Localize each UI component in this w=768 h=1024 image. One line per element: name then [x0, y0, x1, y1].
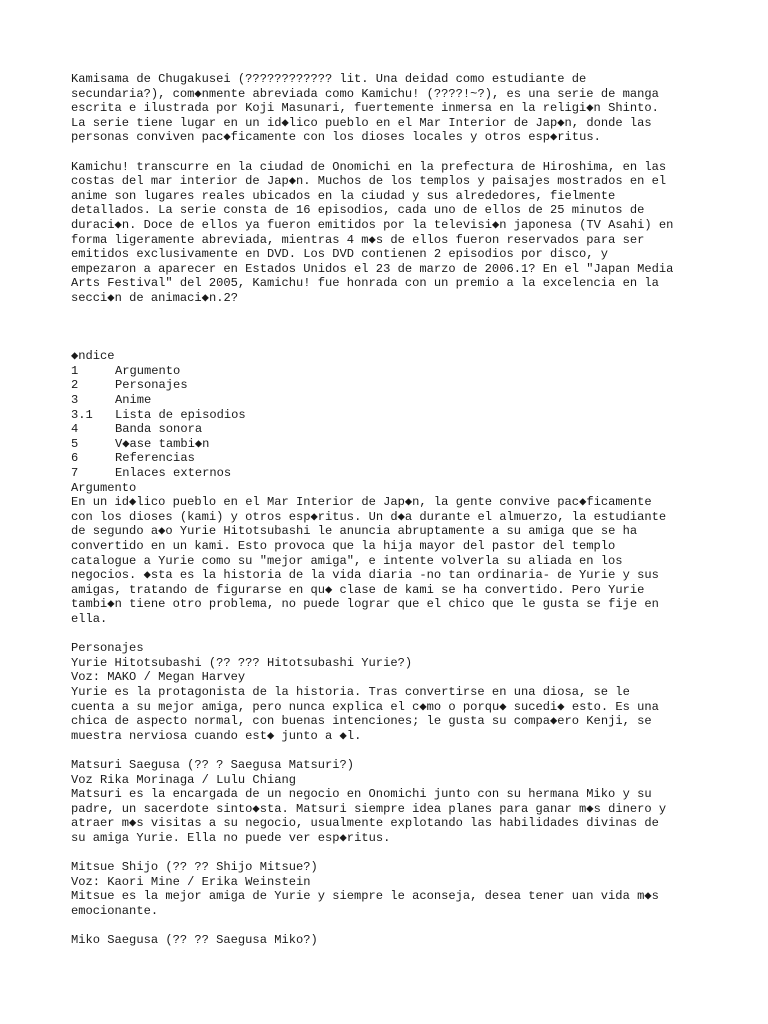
- spacer: [71, 335, 711, 350]
- toc-item[interactable]: [71, 437, 711, 452]
- intro-paragraph-1: Kamisama de Chugakusei (???????????? lit. Una deidad como estudiante de secundaria?), com◆nmente abreviada como Kamichu! (????!~?), es una serie de manga escrita e ilustrada por Koji Masunari, fuertemente inmersa en la religi◆n Shinto. La serie tiene lugar en un id◆lico pueblo en el Mar Interior de Jap◆n, donde las personas conviven pac◆ficamente con los dioses locales y otros esp◆ritus.: [71, 72, 659, 145]
- character-name: Mitsue Shijo (?? ?? Shijo Mitsue?): [71, 860, 318, 875]
- toc-item[interactable]: [71, 466, 711, 481]
- spacer: [71, 145, 711, 160]
- character-description: Yurie es la protagonista de la historia. Tras convertirse en una diosa, se le cuenta a su mejor amiga, pero nunca explica el c◆mo o porqu◆ sucedi◆ esto. Es una chica de aspecto normal, con buenas intenciones; le gusta su compa◆ero Kenji, se muestra nerviosa cuando est◆ junto a ◆l.: [71, 684, 659, 743]
- section-heading: Personajes: [71, 641, 144, 656]
- character-voice: Voz Rika Morinaga / Lulu Chiang: [71, 772, 296, 787]
- spacer: [71, 845, 711, 860]
- character-description: Matsuri es la encargada de un negocio en Onomichi junto con su hermana Miko y su padre, un sacerdote sinto◆sta. Matsuri siempre idea planes para ganar m◆s dinero y atraer m◆s visitas a su negocio, usualmente explotando las habilidades divinas de su amiga Yurie. Ella no puede ver esp◆ritus.: [71, 787, 667, 845]
- table-of-contents: [71, 349, 711, 480]
- section-paragraph: En un id◆lico pueblo en el Mar Interior de Jap◆n, la gente convive pac◆ficamente con los dioses (kami) y otros esp◆ritus. Un d◆a durante el almuerzo, la estudiante de segundo a◆o Yurie Hitotsubashi le anuncia abruptamente a su amiga que se ha convertido en un kami. Esto provoca que la hija mayor del pastor del templo catalogue a Yurie como su "mejor amiga", e intente volverla su aliada en los negocios. ◆sta es la historia de la vida diaria -no tan ordinaria- de Yurie y sus amigas, tratando de figurarse en qu◆ clase de kami se ha convertido. Pero Yurie tambi◆n tiene otro problema, no puede lograr que el chico que le gusta se fije en ella.: [71, 495, 667, 626]
- toc-title: ◆ndice: [71, 349, 115, 364]
- toc-item-number: 4: [71, 422, 79, 437]
- toc-item[interactable]: [71, 408, 711, 423]
- toc-item-label: Anime: [115, 393, 152, 408]
- toc-item-label: V◆ase tambi◆n: [115, 436, 210, 451]
- spacer: [71, 627, 711, 642]
- toc-item[interactable]: [71, 451, 711, 466]
- toc-item-label: Argumento: [115, 363, 181, 378]
- character-name: Miko Saegusa (?? ?? Saegusa Miko?): [71, 933, 318, 948]
- character-description: Mitsue es la mejor amiga de Yurie y siempre le aconseja, desea tener uan vida m◆s emocionante.: [71, 889, 659, 918]
- toc-item-number: 7: [71, 466, 79, 481]
- section-argumento: [71, 481, 711, 627]
- toc-item-label: Personajes: [115, 378, 188, 393]
- character-name: Matsuri Saegusa (?? ? Saegusa Matsuri?): [71, 757, 355, 772]
- intro-paragraph-2: Kamichu! transcurre en la ciudad de Onomichi en la prefectura de Hiroshima, en las costas del mar interior de Jap◆n. Muchos de los templos y paisajes mostrados en el anime son lugares reales ubicados en la ciudad y sus alrededores, fielmente detallados. La serie consta de 16 episodios, cada uno de ellos de 25 minutos de duraci◆n. Doce de ellos ya fueron emitidos por la televisi◆n japonesa (TV Asahi) en forma ligeramente abreviada, mientras 4 m◆s de ellos fueron reservados para ser emitidos exclusivamente en DVD. Los DVD contienen 2 episodios por disco, y empezaron a aparecer en Estados Unidos el 23 de marzo de 2006.1? En el "Japan Media Arts Festival" del 2005, Kamichu! fue honrada con un premio a la excelencia en la secci◆n de animaci◆n.2?: [71, 159, 674, 305]
- toc-item-number: 5: [71, 436, 79, 451]
- toc-item-number: 3: [71, 393, 79, 408]
- toc-item-number: 1: [71, 363, 79, 378]
- toc-item-number: 2: [71, 378, 79, 393]
- toc-item[interactable]: [71, 364, 711, 379]
- section-heading: Argumento: [71, 480, 137, 495]
- spacer: [71, 743, 711, 758]
- toc-item-number: 6: [71, 451, 79, 466]
- toc-item-label: Lista de episodios: [115, 407, 246, 422]
- character-voice: Voz: Kaori Mine / Erika Weinstein: [71, 874, 311, 889]
- toc-item[interactable]: [71, 378, 711, 393]
- toc-item[interactable]: [71, 422, 711, 437]
- spacer: [71, 306, 711, 335]
- character-name: Yurie Hitotsubashi (?? ??? Hitotsubashi Yurie?): [71, 655, 413, 670]
- toc-item[interactable]: [71, 393, 711, 408]
- toc-item-label: Banda sonora: [115, 422, 203, 437]
- toc-item-label: Referencias: [115, 451, 195, 466]
- toc-item-number: 3.1: [71, 407, 93, 422]
- character-voice: Voz: MAKO / Megan Harvey: [71, 670, 246, 685]
- spacer: [71, 918, 711, 933]
- document-page: [71, 72, 711, 948]
- section-personajes: [71, 641, 711, 947]
- toc-item-label: Enlaces externos: [115, 466, 232, 481]
